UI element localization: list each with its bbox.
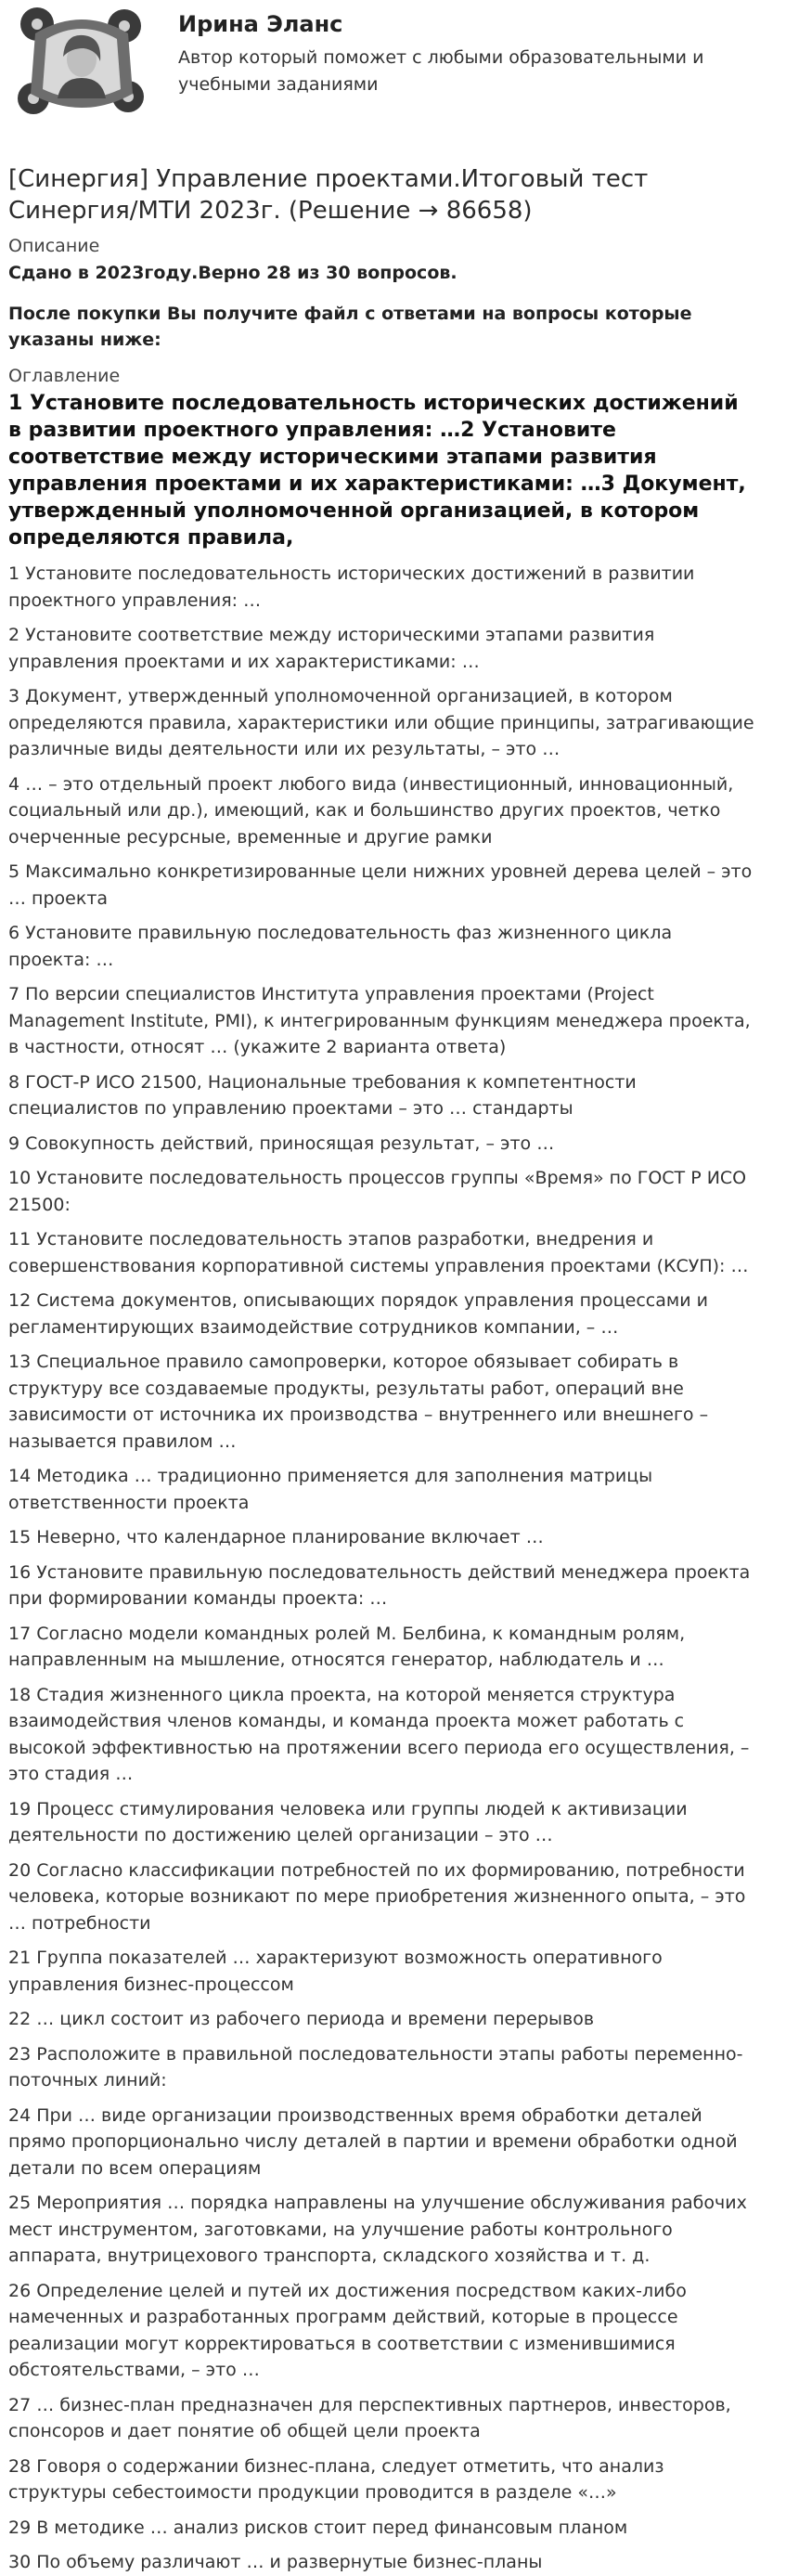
toc-label: Оглавление bbox=[8, 366, 121, 386]
question-item: 11 Установите последовательность этапов разработки, внедрения и совершенствования корпоративной системы управления проектами (КСУП): … bbox=[8, 1229, 749, 1276]
question-item: 25 Мероприятия … порядка направлены на улучшение обслуживания рабочих мест инструментом, заготовками, на улучшение работы контрольного аппарата, внутрицехового транспорта, складского хозяйства и т. д. bbox=[8, 2193, 747, 2266]
question-item: 29 В методике … анализ рисков стоит перед финансовым планом bbox=[8, 2517, 628, 2538]
question-item: 9 Совокупность действий, приносящая результат, – это … bbox=[8, 1133, 555, 1154]
question-item: 22 … цикл состоит из рабочего периода и времени перерывов bbox=[8, 2009, 595, 2029]
question-list bbox=[8, 561, 756, 2576]
author-name[interactable]: Ирина Эланс bbox=[178, 11, 343, 37]
question-item: 1 Установите последовательность исторических достижений в развитии проектного управления: … bbox=[8, 563, 695, 611]
question-item: 18 Стадия жизненного цикла проекта, на которой меняется структура взаимодействия членов команды, и команда проекта может работать с высокой эффективностью на протяжении всего периода его осуществления, – это стадия … bbox=[8, 1684, 750, 1784]
document-title: [Синергия] Управление проектами.Итоговый тест Синергия/МТИ 2023г. (Решение → 86658) bbox=[8, 165, 649, 225]
question-item: 10 Установите последовательность процессов группы «Время» по ГОСТ Р ИСО 21500: bbox=[8, 1168, 747, 1215]
submitted-note: Сдано в 2023году.Верно 28 из 30 вопросов. bbox=[8, 263, 457, 283]
question-item: 19 Процесс стимулирования человека или группы людей к активизации деятельности по достижению целей организации – это … bbox=[8, 1798, 688, 1845]
question-item: 23 Расположите в правильной последовательности этапы работы переменно-поточных линий: bbox=[8, 2043, 743, 2091]
question-item: 30 По объему различают … и развернутые бизнес-планы bbox=[8, 2552, 543, 2572]
question-item: 5 Максимально конкретизированные цели нижних уровней дерева целей – это … проекта bbox=[8, 861, 753, 909]
question-item: 12 Система документов, описывающих порядок управления процессами и регламентирующих взаимодействие сотрудников компании, – … bbox=[8, 1290, 708, 1338]
question-item: 13 Специальное правило самопроверки, которое обязывает собирать в структуру все создаваемые продукты, результаты работ, операций вне зависимости от источника их производства – внутреннего или внешнего – называется правилом … bbox=[8, 1352, 709, 1452]
question-item: 28 Говоря о содержании бизнес-плана, следует отметить, что анализ структуры себестоимости продукции проводится в разделе «…» bbox=[8, 2455, 664, 2503]
question-item: 3 Документ, утвержденный уполномоченной организацией, в котором определяются правила, характеристики или общие принципы, затрагивающие различные виды деятельности или их результаты, – это … bbox=[8, 686, 754, 759]
question-item: 20 Согласно классификации потребностей по их формированию, потребности человека, которые возникают по мере приобретения жизненного опыта, – это … потребности bbox=[8, 1859, 746, 1934]
question-item: 4 … – это отдельный проект любого вида (инвестиционный, инновационный, социальный или др.), имеющий, как и большинство других проектов, четко очерченные ресурсные, временные и другие рамки bbox=[8, 773, 734, 848]
question-item: 27 … бизнес-план предназначен для перспективных партнеров, инвесторов, спонсоров и дает понятие об общей цели проекта bbox=[8, 2394, 731, 2441]
question-item: 8 ГОСТ-Р ИСО 21500, Национальные требования к компетентности специалистов по управлению проектами – это … стандарты bbox=[8, 1071, 637, 1119]
toc-heading: 1 Установите последовательность исторических достижений в развитии проектного управления: …2 Установите соответствие между историческими этапами развития управления проектами и их характеристиками: …3 Документ, утвержденный уполномоченной организацией, в котором определяются правила, bbox=[8, 392, 746, 550]
description-label: Описание bbox=[8, 236, 100, 256]
question-item: 15 Неверно, что календарное планирование включает … bbox=[8, 1527, 544, 1547]
question-item: 7 По версии специалистов Института управления проектами (Project Management Institute, PMI), к интегрированным функциям менеджера проекта, в частности, относят … (укажите 2 варианта ответа) bbox=[8, 984, 751, 1057]
author-avatar[interactable] bbox=[17, 6, 145, 117]
question-item: 24 При … виде организации производственных время обработки деталей прямо пропорционально числу деталей в партии и времени обработки одной детали по всем операциям bbox=[8, 2104, 738, 2179]
purchase-note: После покупки Вы получите файл с ответами на вопросы которые указаны ниже: bbox=[8, 304, 692, 350]
author-header bbox=[8, 0, 756, 130]
author-description: Автор который поможет с любыми образовательными и учебными заданиями bbox=[178, 47, 704, 95]
question-item: 16 Установите правильную последовательность действий менеджера проекта при формировании команды проекта: … bbox=[8, 1561, 751, 1609]
question-item: 26 Определение целей и путей их достижения посредством каких-либо намеченных и разработанных программ действий, которые в процессе реализации могут корректироваться в соответствии с изменившимися обстоятельствами, – это … bbox=[8, 2280, 687, 2380]
question-item: 2 Установите соответствие между историческими этапами развития управления проектами и их характеристиками: … bbox=[8, 625, 655, 672]
question-item: 6 Установите правильную последовательность фаз жизненного цикла проекта: … bbox=[8, 923, 673, 970]
question-item: 14 Методика … традиционно применяется для заполнения матрицы ответственности проекта bbox=[8, 1466, 653, 1513]
question-item: 21 Группа показателей … характеризуют возможность оперативного управления бизнес-процессом bbox=[8, 1948, 663, 1995]
question-item: 17 Согласно модели командных ролей М. Белбина, к командным ролям, направленным на мышление, относятся генератор, наблюдатель и … bbox=[8, 1623, 686, 1670]
